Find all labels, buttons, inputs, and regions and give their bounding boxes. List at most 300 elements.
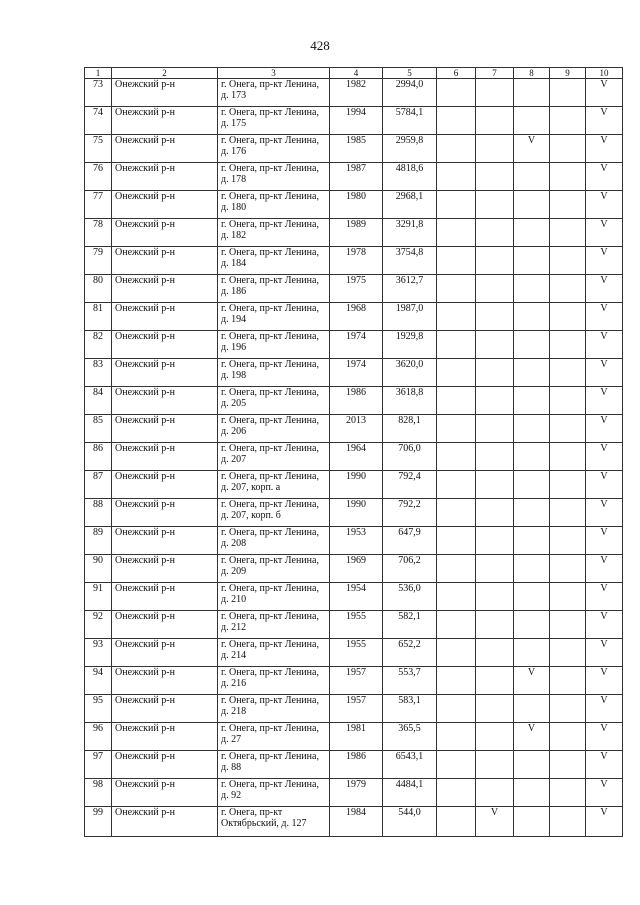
col6-cell [437, 639, 476, 667]
address-cell: г. Онега, пр-кт Ленина, д. 210 [218, 583, 330, 611]
row-number: 79 [85, 247, 112, 275]
col7-cell [476, 79, 514, 107]
district-cell: Онежский р-н [112, 583, 218, 611]
year-cell: 1985 [330, 135, 383, 163]
area-cell: 706,0 [383, 443, 437, 471]
col7-cell: V [476, 807, 514, 837]
col7-cell [476, 639, 514, 667]
year-cell: 1990 [330, 471, 383, 499]
district-cell: Онежский р-н [112, 779, 218, 807]
col6-cell [437, 807, 476, 837]
year-cell: 1957 [330, 667, 383, 695]
year-cell: 1981 [330, 723, 383, 751]
col8-cell [514, 611, 550, 639]
col7-cell [476, 723, 514, 751]
col7-cell [476, 611, 514, 639]
year-cell: 1994 [330, 107, 383, 135]
district-cell: Онежский р-н [112, 275, 218, 303]
year-cell: 1953 [330, 527, 383, 555]
col7-cell [476, 359, 514, 387]
district-cell: Онежский р-н [112, 443, 218, 471]
col10-cell: V [586, 443, 623, 471]
address-cell: г. Онега, пр-кт Ленина, д. 209 [218, 555, 330, 583]
row-number: 95 [85, 695, 112, 723]
area-cell: 652,2 [383, 639, 437, 667]
col10-cell: V [586, 415, 623, 443]
year-cell: 1955 [330, 611, 383, 639]
col7-cell [476, 415, 514, 443]
year-cell: 1975 [330, 275, 383, 303]
column-header: 8 [514, 68, 550, 79]
district-cell: Онежский р-н [112, 387, 218, 415]
col10-cell: V [586, 191, 623, 219]
col8-cell [514, 107, 550, 135]
col9-cell [550, 695, 586, 723]
row-number: 74 [85, 107, 112, 135]
col6-cell [437, 107, 476, 135]
row-number: 94 [85, 667, 112, 695]
col9-cell [550, 387, 586, 415]
col6-cell [437, 443, 476, 471]
year-cell: 1964 [330, 443, 383, 471]
col6-cell [437, 695, 476, 723]
col9-cell [550, 723, 586, 751]
area-cell: 3618,8 [383, 387, 437, 415]
col9-cell [550, 583, 586, 611]
address-cell: г. Онега, пр-кт Ленина, д. 205 [218, 387, 330, 415]
col6-cell [437, 135, 476, 163]
year-cell: 1957 [330, 695, 383, 723]
col8-cell [514, 807, 550, 837]
area-cell: 583,1 [383, 695, 437, 723]
area-cell: 1929,8 [383, 331, 437, 359]
col8-cell [514, 751, 550, 779]
address-cell: г. Онега, пр-кт Ленина, д. 214 [218, 639, 330, 667]
address-cell: г. Онега, пр-кт Ленина, д. 207 [218, 443, 330, 471]
col7-cell [476, 387, 514, 415]
col10-cell: V [586, 107, 623, 135]
area-cell: 5784,1 [383, 107, 437, 135]
col9-cell [550, 807, 586, 837]
col8-cell [514, 219, 550, 247]
area-cell: 706,2 [383, 555, 437, 583]
col8-cell [514, 415, 550, 443]
row-number: 76 [85, 163, 112, 191]
col7-cell [476, 751, 514, 779]
col9-cell [550, 443, 586, 471]
col7-cell [476, 135, 514, 163]
col8-cell [514, 583, 550, 611]
district-cell: Онежский р-н [112, 639, 218, 667]
address-cell: г. Онега, пр-кт Ленина, д. 173 [218, 79, 330, 107]
col10-cell: V [586, 79, 623, 107]
address-cell: г. Онега, пр-кт Ленина, д. 196 [218, 331, 330, 359]
col10-cell: V [586, 499, 623, 527]
col8-cell [514, 527, 550, 555]
table-row [85, 191, 623, 219]
area-cell: 582,1 [383, 611, 437, 639]
col9-cell [550, 79, 586, 107]
col8-cell [514, 555, 550, 583]
area-cell: 3620,0 [383, 359, 437, 387]
address-cell: г. Онега, пр-кт Ленина, д. 206 [218, 415, 330, 443]
area-cell: 365,5 [383, 723, 437, 751]
col9-cell [550, 667, 586, 695]
col6-cell [437, 247, 476, 275]
col8-cell [514, 443, 550, 471]
col7-cell [476, 471, 514, 499]
year-cell: 1982 [330, 79, 383, 107]
col6-cell [437, 555, 476, 583]
table-row [85, 303, 623, 331]
area-cell: 4818,6 [383, 163, 437, 191]
year-cell: 1987 [330, 163, 383, 191]
col9-cell [550, 779, 586, 807]
address-cell: г. Онега, пр-кт Ленина, д. 194 [218, 303, 330, 331]
col6-cell [437, 779, 476, 807]
col6-cell [437, 331, 476, 359]
col7-cell [476, 695, 514, 723]
address-cell: г. Онега, пр-кт Ленина, д. 178 [218, 163, 330, 191]
col6-cell [437, 583, 476, 611]
row-number: 73 [85, 79, 112, 107]
col6-cell [437, 387, 476, 415]
col10-cell: V [586, 723, 623, 751]
address-cell: г. Онега, пр-кт Ленина, д. 207, корп. б [218, 499, 330, 527]
col9-cell [550, 359, 586, 387]
col7-cell [476, 779, 514, 807]
row-number: 92 [85, 611, 112, 639]
col10-cell: V [586, 555, 623, 583]
col8-cell [514, 331, 550, 359]
col9-cell [550, 415, 586, 443]
col7-cell [476, 163, 514, 191]
table-body [85, 79, 623, 837]
col10-cell: V [586, 667, 623, 695]
col8-cell [514, 359, 550, 387]
col8-cell: V [514, 723, 550, 751]
table-row [85, 79, 623, 107]
table-row [85, 443, 623, 471]
col6-cell [437, 611, 476, 639]
col7-cell [476, 303, 514, 331]
col9-cell [550, 191, 586, 219]
address-cell: г. Онега, пр-кт Ленина, д. 175 [218, 107, 330, 135]
col7-cell [476, 331, 514, 359]
table-row [85, 135, 623, 163]
col9-cell [550, 527, 586, 555]
column-header: 3 [218, 68, 330, 79]
col6-cell [437, 191, 476, 219]
area-cell: 3612,7 [383, 275, 437, 303]
address-cell: г. Онега, пр-кт Октябрьский, д. 127 [218, 807, 330, 837]
col10-cell: V [586, 583, 623, 611]
table-row [85, 807, 623, 837]
col9-cell [550, 499, 586, 527]
table-row [85, 415, 623, 443]
district-cell: Онежский р-н [112, 751, 218, 779]
district-cell: Онежский р-н [112, 723, 218, 751]
col10-cell: V [586, 611, 623, 639]
col9-cell [550, 135, 586, 163]
area-cell: 647,9 [383, 527, 437, 555]
year-cell: 1974 [330, 359, 383, 387]
address-cell: г. Онега, пр-кт Ленина, д. 186 [218, 275, 330, 303]
col7-cell [476, 667, 514, 695]
table-row [85, 779, 623, 807]
col6-cell [437, 499, 476, 527]
col8-cell [514, 779, 550, 807]
row-number: 80 [85, 275, 112, 303]
address-cell: г. Онега, пр-кт Ленина, д. 182 [218, 219, 330, 247]
table-row [85, 359, 623, 387]
address-cell: г. Онега, пр-кт Ленина, д. 198 [218, 359, 330, 387]
area-cell: 536,0 [383, 583, 437, 611]
year-cell: 1990 [330, 499, 383, 527]
district-cell: Онежский р-н [112, 107, 218, 135]
year-cell: 1986 [330, 387, 383, 415]
area-cell: 1987,0 [383, 303, 437, 331]
col8-cell [514, 695, 550, 723]
table-row [85, 331, 623, 359]
column-header: 7 [476, 68, 514, 79]
col10-cell: V [586, 247, 623, 275]
col6-cell [437, 751, 476, 779]
col8-cell [514, 247, 550, 275]
col7-cell [476, 191, 514, 219]
col10-cell: V [586, 303, 623, 331]
col8-cell: V [514, 135, 550, 163]
col6-cell [437, 723, 476, 751]
row-number: 97 [85, 751, 112, 779]
district-cell: Онежский р-н [112, 415, 218, 443]
district-cell: Онежский р-н [112, 163, 218, 191]
table-row [85, 667, 623, 695]
district-cell: Онежский р-н [112, 331, 218, 359]
col6-cell [437, 667, 476, 695]
district-cell: Онежский р-н [112, 247, 218, 275]
year-cell: 1969 [330, 555, 383, 583]
housing-table [84, 67, 623, 837]
table-row [85, 611, 623, 639]
area-cell: 792,4 [383, 471, 437, 499]
column-header: 5 [383, 68, 437, 79]
year-cell: 1954 [330, 583, 383, 611]
col7-cell [476, 275, 514, 303]
col8-cell: V [514, 667, 550, 695]
table-row [85, 107, 623, 135]
col10-cell: V [586, 639, 623, 667]
table-row [85, 219, 623, 247]
table-row [85, 751, 623, 779]
district-cell: Онежский р-н [112, 79, 218, 107]
row-number: 98 [85, 779, 112, 807]
district-cell: Онежский р-н [112, 527, 218, 555]
row-number: 77 [85, 191, 112, 219]
col10-cell: V [586, 695, 623, 723]
district-cell: Онежский р-н [112, 667, 218, 695]
row-number: 93 [85, 639, 112, 667]
table-row [85, 387, 623, 415]
column-header: 1 [85, 68, 112, 79]
year-cell: 1980 [330, 191, 383, 219]
col9-cell [550, 555, 586, 583]
area-cell: 544,0 [383, 807, 437, 837]
row-number: 86 [85, 443, 112, 471]
row-number: 83 [85, 359, 112, 387]
district-cell: Онежский р-н [112, 219, 218, 247]
area-cell: 2994,0 [383, 79, 437, 107]
column-header: 6 [437, 68, 476, 79]
table-row [85, 471, 623, 499]
table-row [85, 555, 623, 583]
column-header: 2 [112, 68, 218, 79]
col8-cell [514, 471, 550, 499]
address-cell: г. Онега, пр-кт Ленина, д. 218 [218, 695, 330, 723]
col9-cell [550, 107, 586, 135]
col9-cell [550, 639, 586, 667]
row-number: 96 [85, 723, 112, 751]
address-cell: г. Онега, пр-кт Ленина, д. 176 [218, 135, 330, 163]
col8-cell [514, 163, 550, 191]
col10-cell: V [586, 807, 623, 837]
district-cell: Онежский р-н [112, 611, 218, 639]
col7-cell [476, 527, 514, 555]
row-number: 89 [85, 527, 112, 555]
col7-cell [476, 107, 514, 135]
district-cell: Онежский р-н [112, 471, 218, 499]
column-header: 10 [586, 68, 623, 79]
col7-cell [476, 499, 514, 527]
page-number: 428 [310, 38, 330, 53]
col8-cell [514, 275, 550, 303]
col10-cell: V [586, 275, 623, 303]
col8-cell [514, 79, 550, 107]
col9-cell [550, 331, 586, 359]
table-row [85, 163, 623, 191]
row-number: 78 [85, 219, 112, 247]
table-row [85, 695, 623, 723]
address-cell: г. Онега, пр-кт Ленина, д. 184 [218, 247, 330, 275]
col10-cell: V [586, 387, 623, 415]
address-cell: г. Онега, пр-кт Ленина, д. 92 [218, 779, 330, 807]
address-cell: г. Онега, пр-кт Ленина, д. 88 [218, 751, 330, 779]
year-cell: 1986 [330, 751, 383, 779]
col6-cell [437, 471, 476, 499]
column-header: 4 [330, 68, 383, 79]
row-number: 85 [85, 415, 112, 443]
col10-cell: V [586, 135, 623, 163]
area-cell: 2968,1 [383, 191, 437, 219]
district-cell: Онежский р-н [112, 695, 218, 723]
row-number: 81 [85, 303, 112, 331]
col10-cell: V [586, 163, 623, 191]
district-cell: Онежский р-н [112, 359, 218, 387]
table-row [85, 499, 623, 527]
col9-cell [550, 275, 586, 303]
area-cell: 828,1 [383, 415, 437, 443]
col6-cell [437, 359, 476, 387]
address-cell: г. Онега, пр-кт Ленина, д. 27 [218, 723, 330, 751]
row-number: 84 [85, 387, 112, 415]
col8-cell [514, 639, 550, 667]
col6-cell [437, 303, 476, 331]
col10-cell: V [586, 779, 623, 807]
col6-cell [437, 219, 476, 247]
year-cell: 1989 [330, 219, 383, 247]
col9-cell [550, 751, 586, 779]
year-cell: 1968 [330, 303, 383, 331]
row-number: 75 [85, 135, 112, 163]
col7-cell [476, 555, 514, 583]
col10-cell: V [586, 359, 623, 387]
col8-cell [514, 303, 550, 331]
col10-cell: V [586, 219, 623, 247]
district-cell: Онежский р-н [112, 499, 218, 527]
year-cell: 1974 [330, 331, 383, 359]
year-cell: 1955 [330, 639, 383, 667]
row-number: 82 [85, 331, 112, 359]
table-row [85, 275, 623, 303]
area-cell: 3291,8 [383, 219, 437, 247]
col9-cell [550, 471, 586, 499]
column-header: 9 [550, 68, 586, 79]
col7-cell [476, 443, 514, 471]
district-cell: Онежский р-н [112, 807, 218, 837]
district-cell: Онежский р-н [112, 303, 218, 331]
col10-cell: V [586, 527, 623, 555]
col6-cell [437, 163, 476, 191]
col9-cell [550, 219, 586, 247]
year-cell: 2013 [330, 415, 383, 443]
year-cell: 1979 [330, 779, 383, 807]
col9-cell [550, 611, 586, 639]
col6-cell [437, 415, 476, 443]
year-cell: 1984 [330, 807, 383, 837]
area-cell: 4484,1 [383, 779, 437, 807]
col8-cell [514, 387, 550, 415]
address-cell: г. Онега, пр-кт Ленина, д. 216 [218, 667, 330, 695]
col8-cell [514, 499, 550, 527]
area-cell: 6543,1 [383, 751, 437, 779]
col9-cell [550, 303, 586, 331]
row-number: 88 [85, 499, 112, 527]
col10-cell: V [586, 331, 623, 359]
address-cell: г. Онега, пр-кт Ленина, д. 207, корп. а [218, 471, 330, 499]
year-cell: 1978 [330, 247, 383, 275]
row-number: 87 [85, 471, 112, 499]
table-row [85, 247, 623, 275]
col10-cell: V [586, 751, 623, 779]
col9-cell [550, 163, 586, 191]
row-number: 99 [85, 807, 112, 837]
address-cell: г. Онега, пр-кт Ленина, д. 208 [218, 527, 330, 555]
col6-cell [437, 527, 476, 555]
col7-cell [476, 583, 514, 611]
district-cell: Онежский р-н [112, 135, 218, 163]
area-cell: 3754,8 [383, 247, 437, 275]
col9-cell [550, 247, 586, 275]
table-row [85, 639, 623, 667]
table-row [85, 527, 623, 555]
area-cell: 792,2 [383, 499, 437, 527]
col7-cell [476, 219, 514, 247]
table-row [85, 723, 623, 751]
col7-cell [476, 247, 514, 275]
table-row [85, 583, 623, 611]
area-cell: 2959,8 [383, 135, 437, 163]
header-row [85, 68, 623, 79]
